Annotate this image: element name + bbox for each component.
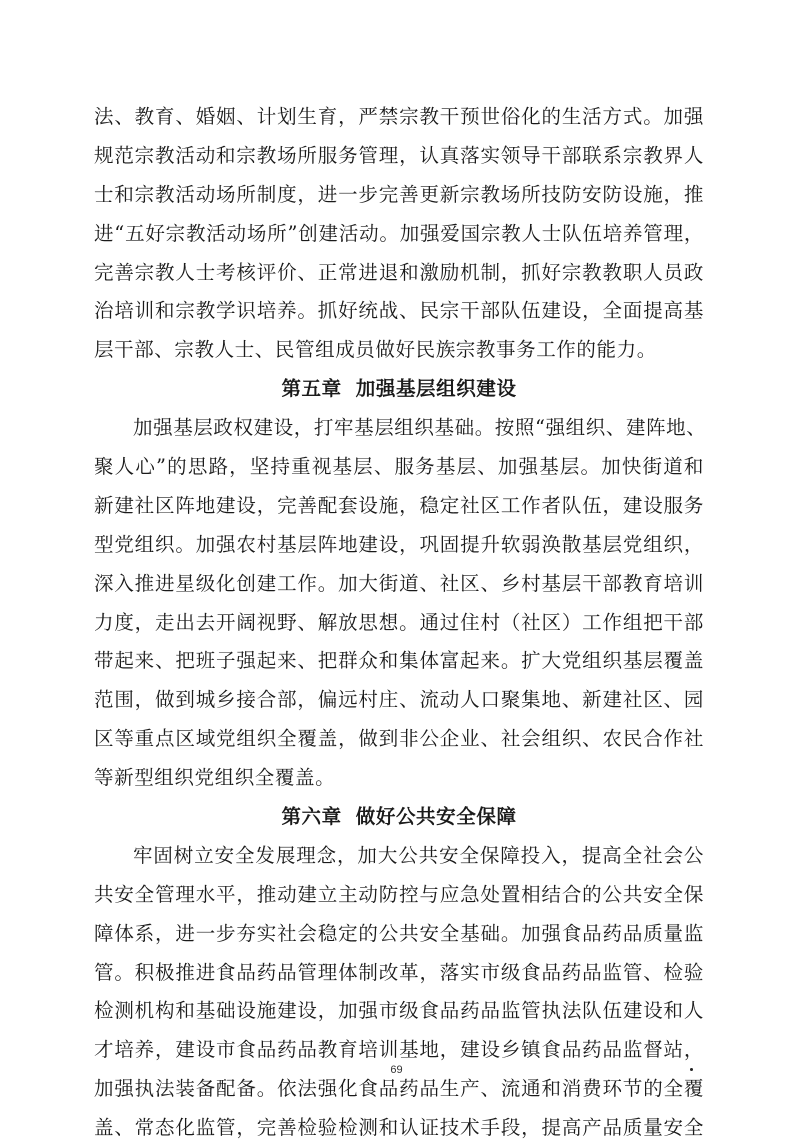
text-line: 加强基层政权建设，打牢基层组织基础。按照“强组织、建阵地、 <box>133 416 707 440</box>
chapter-number: 第五章 <box>281 377 342 401</box>
text-line: 范围，做到城乡接合部，偏远村庄、流动人口聚集地、新建社区、园 <box>94 688 704 712</box>
text-line: 共安全管理水平，推动建立主动防控与应急处置相结合的公共安全保 <box>94 882 704 906</box>
text-line: 层干部、宗教人士、民管组成员做好民族宗教事务工作的能力。 <box>94 338 657 362</box>
chapter-number: 第六章 <box>281 805 342 829</box>
paragraph-religious-affairs <box>94 98 707 1148</box>
chapter-title: 做好公共安全保障 <box>355 805 517 829</box>
text-line: 盖、常态化监管，完善检验检测和认证技术手段，提高产品质量安全 <box>94 1116 704 1140</box>
text-line: 管。积极推进食品药品管理体制改革，落实市级食品药品监管、检验 <box>94 960 704 984</box>
text-line: 等新型组织党组织全覆盖。 <box>94 766 336 790</box>
chapter-6-heading <box>94 798 704 837</box>
text-line: 检测机构和基础设施建设，加强市级食品药品监管执法队伍建设和人 <box>94 999 704 1023</box>
chapter-title: 加强基层组织建设 <box>355 377 517 401</box>
text-line: 加强执法装备配备。依法强化食品药品生产、流通和消费环节的全覆 <box>94 1077 704 1101</box>
text-line: 力度，走出去开阔视野、解放思想。通过住村（社区）工作组把干部 <box>94 610 704 634</box>
text-line: 完善宗教人士考核评价、正常进退和激励机制，抓好宗教教职人员政 <box>94 260 704 284</box>
text-line: 障体系，进一步夯实社会稳定的公共安全基础。加强食品药品质量监 <box>94 921 704 945</box>
text-line: 新建社区阵地建设，完善配套设施，稳定社区工作者队伍，建设服务 <box>94 493 704 517</box>
footer-dot <box>690 1068 693 1071</box>
text-line: 区等重点区域党组织全覆盖，做到非公企业、社会组织、农民合作社 <box>94 727 704 751</box>
text-line: 型党组织。加强农村基层阵地建设，巩固提升软弱涣散基层党组织， <box>94 532 704 556</box>
chapter-5-heading <box>94 370 704 409</box>
text-line: 聚人心”的思路，坚持重视基层、服务基层、加强基层。加快街道和 <box>94 455 704 479</box>
text-line: 法、教育、婚姻、计划生育，严禁宗教干预世俗化的生活方式。加强 <box>94 105 704 128</box>
text-line: 治培训和宗教学识培养。抓好统战、民宗干部队伍建设，全面提高基 <box>94 299 704 323</box>
text-line: 带起来、把班子强起来、把群众和集体富起来。扩大党组织基层覆盖 <box>94 649 704 673</box>
text-line: 士和宗教活动场所制度，进一步完善更新宗教场所技防安防设施，推 <box>94 182 704 206</box>
text-line: 才培养，建设市食品药品教育培训基地，建设乡镇食品药品监督站， <box>94 1038 704 1062</box>
text-line: 规范宗教活动和宗教场所服务管理，认真落实领导干部联系宗教界人 <box>94 143 704 167</box>
text-line: 牢固树立安全发展理念，加大公共安全保障投入，提高全社会公 <box>133 843 704 867</box>
text-line: 进“五好宗教活动场所”创建活动。加强爱国宗教人士队伍培养管理， <box>94 221 704 245</box>
page-number: 69 <box>390 1064 403 1076</box>
text-line: 深入推进星级化创建工作。加大街道、社区、乡村基层干部教育培训 <box>94 571 704 595</box>
